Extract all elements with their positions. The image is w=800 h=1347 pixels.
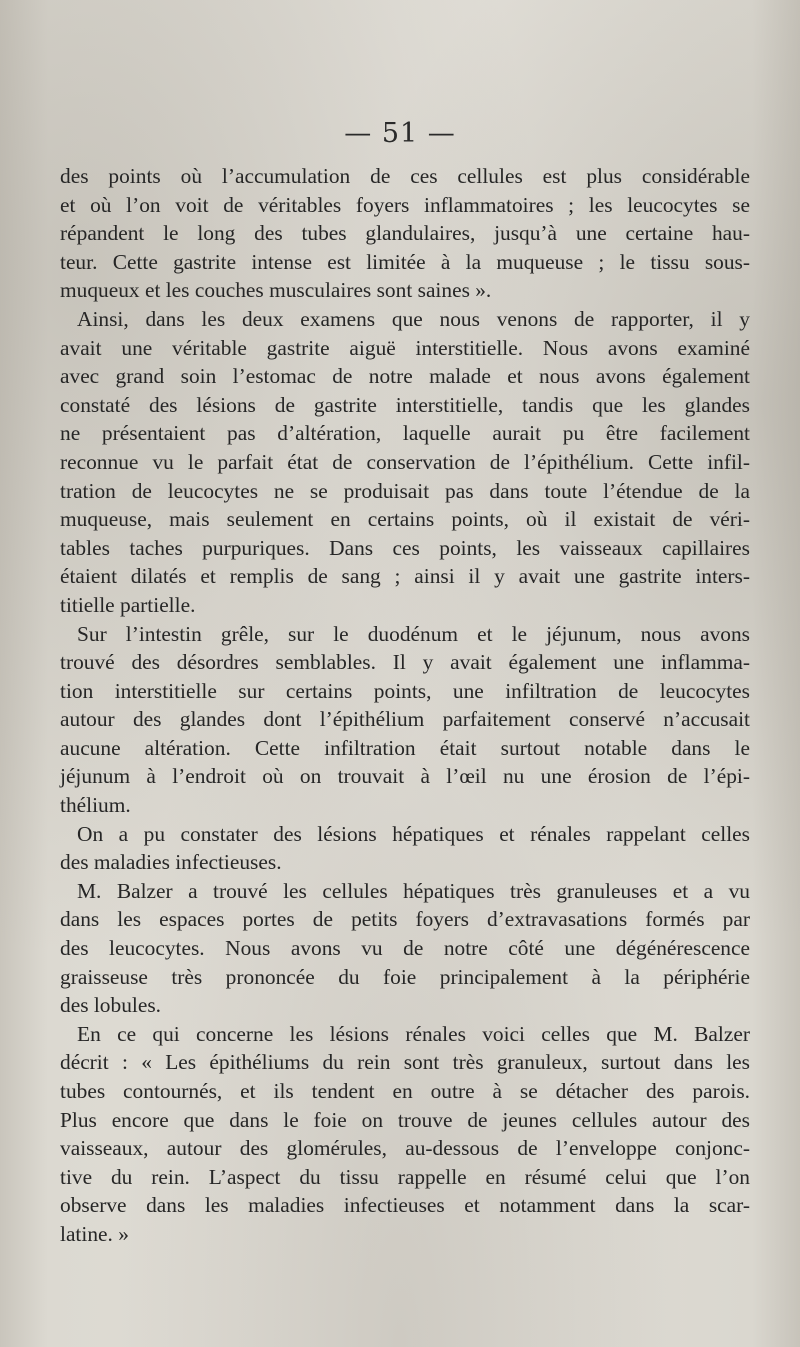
text-line: des leucocytes. Nous avons vu de notre côté une dégénérescence	[60, 936, 750, 961]
paragraph	[60, 820, 750, 877]
paragraph	[60, 305, 750, 620]
text-line: tables taches purpuriques. Dans ces points, les vaisseaux capillaires	[60, 535, 750, 560]
text-line: graisseuse très prononcée du foie principalement à la périphérie	[60, 964, 750, 989]
text-line: muqueux et les couches musculaires sont saines ».	[60, 278, 492, 303]
body-text	[60, 162, 750, 1249]
page-number: — 51 —	[344, 118, 456, 149]
text-line: étaient dilatés et remplis de sang ; ainsi il y avait une gastrite inters-	[60, 564, 750, 589]
text-line: des points où l’accumulation de ces cellules est plus considérable	[60, 164, 750, 188]
text-line: avait une véritable gastrite aiguë interstitielle. Nous avons examiné	[60, 335, 750, 360]
text-line: Sur l’intestin grêle, sur le duodénum et le jéjunum, nous avons	[77, 621, 750, 646]
text-line: observe dans les maladies infectieuses et notamment dans la scar-	[60, 1193, 750, 1218]
paragraph	[60, 877, 750, 1020]
text-line: tion interstitielle sur certains points, une infiltration de leucocytes	[60, 678, 750, 703]
text-line: On a pu constater des lésions hépatiques et rénales rappelant celles	[77, 821, 750, 846]
text-line: des maladies infectieuses.	[60, 850, 282, 875]
text-line: répandent le long des tubes glandulaires, jusqu’à une certaine hau-	[60, 221, 750, 246]
text-line: jéjunum à l’endroit où on trouvait à l’œil nu une érosion de l’épi-	[60, 764, 750, 789]
text-line: muqueuse, mais seulement en certains points, où il existait de véri-	[60, 507, 750, 532]
text-line: et où l’on voit de véritables foyers inflammatoires ; les leucocytes se	[60, 192, 750, 217]
text-line: thélium.	[60, 793, 131, 818]
text-line: tive du rein. L’aspect du tissu rappelle en résumé celui que l’on	[60, 1164, 750, 1189]
text-line: autour des glandes dont l’épithélium parfaitement conservé n’accusait	[60, 707, 750, 732]
text-line: Ainsi, dans les deux examens que nous venons de rapporter, il y	[77, 306, 750, 331]
text-line: teur. Cette gastrite intense est limitée à la muqueuse ; le tissu sous-	[60, 249, 750, 274]
paragraph	[60, 1020, 750, 1249]
text-line: titielle partielle.	[60, 592, 196, 617]
text-line: ne présentaient pas d’altération, laquelle aurait pu être facilement	[60, 421, 750, 446]
text-line: des lobules.	[60, 993, 161, 1018]
text-line: décrit : « Les épithéliums du rein sont très granuleux, surtout dans les	[60, 1050, 750, 1075]
text-line: trouvé des désordres semblables. Il y avait également une inflamma-	[60, 650, 750, 675]
text-line: constaté des lésions de gastrite interstitielle, tandis que les glandes	[60, 392, 750, 417]
text-line: Plus encore que dans le foie on trouve de jeunes cellules autour des	[60, 1107, 750, 1132]
text-line: tration de leucocytes ne se produisait pas dans toute l’étendue de la	[60, 478, 750, 503]
text-line: aucune altération. Cette infiltration était surtout notable dans le	[60, 735, 750, 760]
text-line: vaisseaux, autour des glomérules, au-dessous de l’enveloppe conjonc-	[60, 1136, 750, 1161]
text-line: avec grand soin l’estomac de notre malade et nous avons également	[60, 364, 750, 389]
paragraph	[60, 162, 750, 305]
text-line: M. Balzer a trouvé les cellules hépatiques très granuleuses et a vu	[77, 878, 750, 903]
text-line: latine. »	[60, 1221, 129, 1246]
text-line: En ce qui concerne les lésions rénales voici celles que M. Balzer	[77, 1021, 750, 1046]
text-line: reconnue vu le parfait état de conservation de l’épithélium. Cette infil-	[60, 449, 750, 474]
text-line: dans les espaces portes de petits foyers d’extravasations formés par	[60, 907, 750, 932]
text-line: tubes contournés, et ils tendent en outre à se détacher des parois.	[60, 1079, 750, 1103]
paragraph	[60, 620, 750, 820]
